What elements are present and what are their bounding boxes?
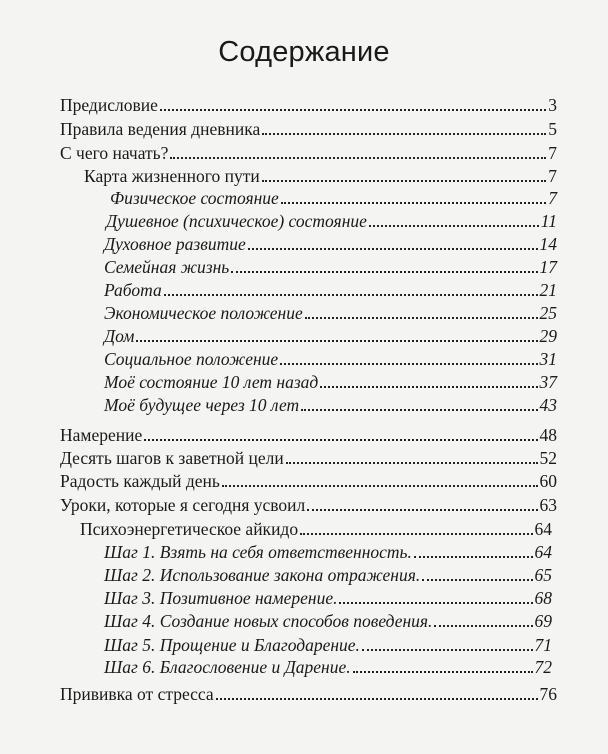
page-title: Содержание [218,36,390,68]
dot-leader [262,180,547,182]
toc-entry-page: 48 [539,425,557,445]
toc-entry [104,394,557,416]
toc-entry-page: 31 [539,349,557,369]
toc-entry-title: Экономическое положение [104,303,303,323]
toc-entry [104,371,557,393]
toc-entry-title: Предисловие [60,95,158,115]
toc-entry-page: 29 [539,326,557,346]
toc-entry [106,210,557,232]
dot-leader [339,602,532,604]
toc-entry [60,683,557,705]
dot-leader [281,202,546,204]
dot-leader [248,248,538,250]
dot-leader [280,363,537,365]
toc-entry-page: 69 [534,611,552,631]
dot-leader [160,109,546,111]
toc-entry-page: 76 [539,684,557,704]
toc-entry-title: Шаг 2. Использование закона отражения. [104,565,421,585]
toc-entry-page: 37 [539,372,557,392]
toc-entry [104,348,557,370]
toc-entry [104,256,557,278]
toc-entry-title: Работа [104,280,162,300]
dot-leader [307,509,537,511]
toc-entry-title: Шаг 5. Прощение и Благодарение. [104,635,360,655]
toc-entry [60,94,557,116]
toc-entry-title: Правила ведения дневника [60,119,261,139]
toc-entry-title: Психоэнергетическое айкидо [80,519,299,539]
dot-leader [353,671,533,673]
toc-entry-title: Десять шагов к заветной цели [60,448,284,468]
toc-entry-title: Физическое состояние [110,188,279,208]
toc-entry-title: Моё состояние 10 лет назад [104,372,319,392]
toc-entry [60,470,557,492]
toc-entry-title: Духовное развитие [104,234,246,254]
toc-entry [104,325,557,347]
toc-entry-title: С чего начать? [60,143,169,163]
toc-entry [104,587,552,609]
dot-leader [369,225,539,227]
toc-entry [60,118,557,140]
toc-entry-page: 64 [534,542,552,562]
toc-entry-page: 65 [534,565,552,585]
dot-leader [305,317,538,319]
toc-entry-title: Социальное положение [104,349,279,369]
toc-entry [110,187,557,209]
toc-entry [80,518,552,540]
toc-entry [104,233,557,255]
toc-entry-page: 7 [548,143,557,163]
toc-entry [104,656,552,678]
dot-leader [286,462,538,464]
toc-entry-title: Прививка от стресса [60,684,214,704]
toc-entry-title: Шаг 1. Взять на себя ответственность. [104,542,412,562]
toc-entry-title: Моё будущее через 10 лет [104,395,300,415]
dot-leader [144,439,537,441]
toc-entry-page: 43 [539,395,557,415]
dot-leader [170,157,546,159]
toc-entry-page: 5 [548,119,557,139]
dot-leader [231,271,537,273]
toc-entry [60,447,557,469]
dot-leader [164,294,538,296]
toc-entry-page: 7 [548,166,557,186]
toc-entry [104,541,552,563]
toc-entry [104,610,552,632]
toc-entry-page: 60 [539,471,557,491]
toc-entry-title: Намерение [60,425,143,445]
toc-entry-page: 11 [540,211,557,231]
dot-leader [362,649,533,651]
toc-entry-page: 71 [534,635,552,655]
toc-entry-page: 72 [534,657,552,677]
toc-entry-page: 17 [539,257,557,277]
toc-entry-page: 25 [539,303,557,323]
toc-entry-page: 63 [539,495,557,515]
toc-entry-page: 14 [539,234,557,254]
toc-entry [60,424,557,446]
dot-leader [136,340,537,342]
dot-leader [434,625,532,627]
dot-leader [300,533,532,535]
dot-leader [222,485,538,487]
toc-entry-title: Шаг 4. Создание новых способов поведения. [104,611,433,631]
toc-entry [60,142,557,164]
toc-entry [104,302,557,324]
dot-leader [301,409,537,411]
dot-leader [414,556,533,558]
toc-entry-page: 68 [534,588,552,608]
toc-entry-title: Шаг 3. Позитивное намерение. [104,588,338,608]
toc-entry-title: Радость каждый день [60,471,220,491]
dot-leader [216,698,538,700]
toc-entry [104,279,557,301]
toc-entry-title: Душевное (психическое) состояние [106,211,367,231]
toc-entry-page: 21 [539,280,557,300]
toc-entry-title: Уроки, которые я сегодня усвоил [60,495,306,515]
toc-entry-page: 64 [534,519,552,539]
toc-entry [60,494,557,516]
toc-entry-page: 3 [548,95,557,115]
toc-entry-title: Дом [104,326,135,346]
toc-entry [104,564,552,586]
toc-entry-page: 7 [548,188,557,208]
dot-leader [422,579,532,581]
toc-entry [84,165,557,187]
toc-entry-page: 52 [539,448,557,468]
toc-entry [104,634,552,656]
toc-entry-title: Карта жизненного пути [84,166,260,186]
dot-leader [262,133,546,135]
toc-entry-title: Семейная жизнь [104,257,230,277]
dot-leader [320,386,537,388]
toc-entry-title: Шаг 6. Благословение и Дарение. [104,657,351,677]
